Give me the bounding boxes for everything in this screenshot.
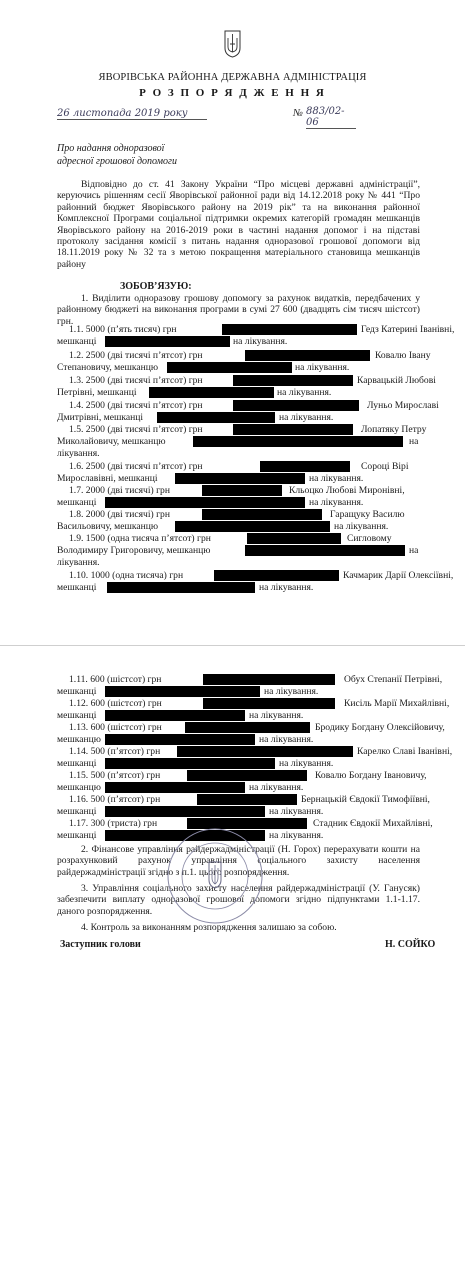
list-item-continued: мешканці на лікування. bbox=[57, 806, 324, 817]
list-item-continued: мешканці на лікування. bbox=[57, 497, 364, 508]
list-item: 1.12. 600 (шістсот) грн Кисіль Марії Михайлівні, bbox=[69, 698, 450, 709]
list-item: 1.17. 300 (триста) грн Стадник Євдокії Михайлівні, bbox=[69, 818, 433, 829]
redacted-block bbox=[167, 362, 292, 373]
signatory-position: Заступник голови bbox=[60, 939, 141, 950]
redacted-block bbox=[233, 375, 353, 386]
list-item: 1.11. 600 (шістсот) грн Обух Степанії Петрівні, bbox=[69, 674, 443, 685]
redacted-block bbox=[105, 782, 245, 793]
list-item-continued: мешканці на лікування. bbox=[57, 710, 304, 721]
redacted-block bbox=[157, 412, 275, 423]
list-item-continued: мешканці на лікування. bbox=[57, 582, 314, 593]
redacted-block bbox=[105, 758, 275, 769]
list-item-continued: Васильовичу, мешканцю на лікування. bbox=[57, 521, 389, 532]
list-item: 1.3. 2500 (дві тисячі п’ятсот) грн Карвацькій Любові bbox=[69, 375, 436, 386]
document-type-title: Р О З П О Р Я Д Ж Е Н Н Я bbox=[139, 87, 326, 99]
list-item-continued: мешканці на лікування. bbox=[57, 758, 334, 769]
redacted-block bbox=[105, 336, 230, 347]
point-2-paragraph: 2. Фінансове управління райдержадміністрації (Н. Горох) перерахувати кошти на розрахунковий рахунок управління соціального захисту населення райдержадміністрації згідно з п.1. цього розпорядження. bbox=[57, 844, 420, 878]
redacted-block bbox=[193, 436, 403, 447]
point-3-paragraph: 3. Управління соціального захисту населення райдержадміністрації (У. Ганусяк) забезпечити виплату одноразової грошової допомоги згідно підпунктами 1.1-1.17. даного розпорядження. bbox=[57, 883, 420, 917]
redacted-block bbox=[233, 424, 353, 435]
redacted-block bbox=[233, 400, 359, 411]
official-seal-stamp-icon bbox=[165, 826, 265, 926]
redacted-block bbox=[105, 710, 245, 721]
list-item: 1.13. 600 (шістсот) грн Бродику Богдану Олексійовичу, bbox=[69, 722, 445, 733]
list-item-continued: Дмитрівні, мешканці на лікування. bbox=[57, 412, 334, 423]
list-item: 1.9. 1500 (одна тисяча п’ятсот) грн Сигловому bbox=[69, 533, 392, 544]
list-item: 1.4. 2500 (дві тисячі п’ятсот) грн Луньо Мирославі bbox=[69, 400, 439, 411]
list-item-continued: Мирославівні, мешканці на лікування. bbox=[57, 473, 364, 484]
redacted-block bbox=[105, 497, 305, 508]
document-subject bbox=[57, 142, 177, 168]
redacted-block bbox=[245, 350, 370, 361]
list-item: 1.8. 2000 (дві тисячі) грн Гаращуку Василю bbox=[69, 509, 405, 520]
list-item: 1.16. 500 (п’ятсот) грн Бернацькій Євдокії Тимофіївні, bbox=[69, 794, 430, 805]
list-item-continued: лікування. bbox=[57, 557, 100, 568]
list-item: 1.7. 2000 (дві тисячі) грн Кльоцко Любові Миронівні, bbox=[69, 485, 405, 496]
redacted-block bbox=[107, 582, 255, 593]
coat-of-arms-icon bbox=[224, 30, 241, 58]
list-item-continued: мешканці на лікування. bbox=[57, 830, 324, 841]
redacted-block bbox=[197, 794, 297, 805]
redacted-block bbox=[149, 387, 274, 398]
list-item-continued: мешканці на лікування. bbox=[57, 686, 319, 697]
redacted-block bbox=[247, 533, 341, 544]
oblige-heading: ЗОБОВ’ЯЗУЮ: bbox=[120, 281, 192, 292]
preamble-paragraph: Відповідно до ст. 41 Закону України “Про місцеві державні адміністрації”, керуючись рішенням сесії Яворівської районної ради від 14.12.2018 року № 441 “Про районний бюджет Яворівського району на 2019 рік” та на виконання районної Комплексної Програми соціальної підтримки окремих категорій громадян мешканців Яворівського району на 2016-2019 роки в частині надання допомог і на підставі протоколу засідання комісії з питань надання одноразової грошової допомоги від 18.11.2019 року № 32 та з метою покращення матеріального становища мешканців району bbox=[57, 179, 420, 270]
redacted-block bbox=[203, 674, 335, 685]
signatory-name: Н. СОЙКО bbox=[385, 939, 436, 950]
redacted-block bbox=[185, 722, 310, 733]
redacted-block bbox=[105, 806, 265, 817]
redacted-block bbox=[105, 686, 260, 697]
organization-name: ЯВОРІВСЬКА РАЙОННА ДЕРЖАВНА АДМІНІСТРАЦІЯ bbox=[98, 72, 367, 83]
redacted-block bbox=[214, 570, 339, 581]
list-item: 1.5. 2500 (дві тисячі п’ятсот) грн Лопатяку Петру bbox=[69, 424, 427, 435]
subject-line-2: адресної грошової допомоги bbox=[57, 156, 177, 167]
redacted-block bbox=[245, 545, 405, 556]
list-item: 1.15. 500 (п’ятсот) грн Ковалю Богдану Івановичу, bbox=[69, 770, 427, 781]
document-page-1 bbox=[0, 0, 465, 640]
document-page-2 bbox=[0, 645, 465, 1281]
redacted-block bbox=[202, 485, 282, 496]
point-1-intro: 1. Виділити одноразову грошову допомогу за рахунок видатків, передбачених у районному бюджеті на виконання програми в сумі 27 600 (двадцять сім тисяч шістсот) грн. bbox=[57, 293, 420, 327]
list-item-continued: Миколайовичу, мешканцю на bbox=[57, 436, 419, 447]
number-label: № bbox=[293, 108, 303, 119]
list-item-continued: мешканцю на лікування. bbox=[57, 734, 314, 745]
redacted-block bbox=[177, 746, 353, 757]
list-item-continued: Степановичу, мешканцю на лікування. bbox=[57, 362, 350, 373]
list-item-continued: Петрівні, мешканці на лікування. bbox=[57, 387, 332, 398]
subject-line-1: Про надання одноразової bbox=[57, 143, 165, 154]
redacted-block bbox=[175, 521, 330, 532]
list-item: 1.14. 500 (п’ятсот) грн Карелко Славі Іванівні, bbox=[69, 746, 453, 757]
list-item: 1.2. 2500 (дві тисячі п’ятсот) грн Ковалю Івану bbox=[69, 350, 431, 361]
redacted-block bbox=[202, 509, 322, 520]
list-item-continued: мешканцю на лікування. bbox=[57, 782, 304, 793]
point-4-paragraph: 4. Контроль за виконанням розпорядження залишаю за собою. bbox=[81, 922, 337, 933]
redacted-block bbox=[187, 770, 307, 781]
list-item-continued: мешканці на лікування. bbox=[57, 336, 288, 347]
redacted-block bbox=[105, 734, 255, 745]
redacted-block bbox=[260, 461, 350, 472]
list-item: 1.1. 5000 (п’ять тисяч) грн Гедз Катерині Іванівні, bbox=[69, 324, 455, 335]
list-item: 1.6. 2500 (дві тисячі п’ятсот) грн Сороці Вірі bbox=[69, 461, 409, 472]
list-item-continued: лікування. bbox=[57, 448, 100, 459]
redacted-block bbox=[203, 698, 335, 709]
list-item: 1.10. 1000 (одна тисяча) грн Качмарик Дарії Олексіївні, bbox=[69, 570, 454, 581]
redacted-block bbox=[222, 324, 357, 335]
redacted-block bbox=[175, 473, 305, 484]
list-item-continued: Володимиру Григоровичу, мешканцю на bbox=[57, 545, 419, 556]
document-number: 883/02-06 bbox=[306, 106, 356, 129]
document-date: 26 листопада 2019 року bbox=[57, 108, 207, 120]
